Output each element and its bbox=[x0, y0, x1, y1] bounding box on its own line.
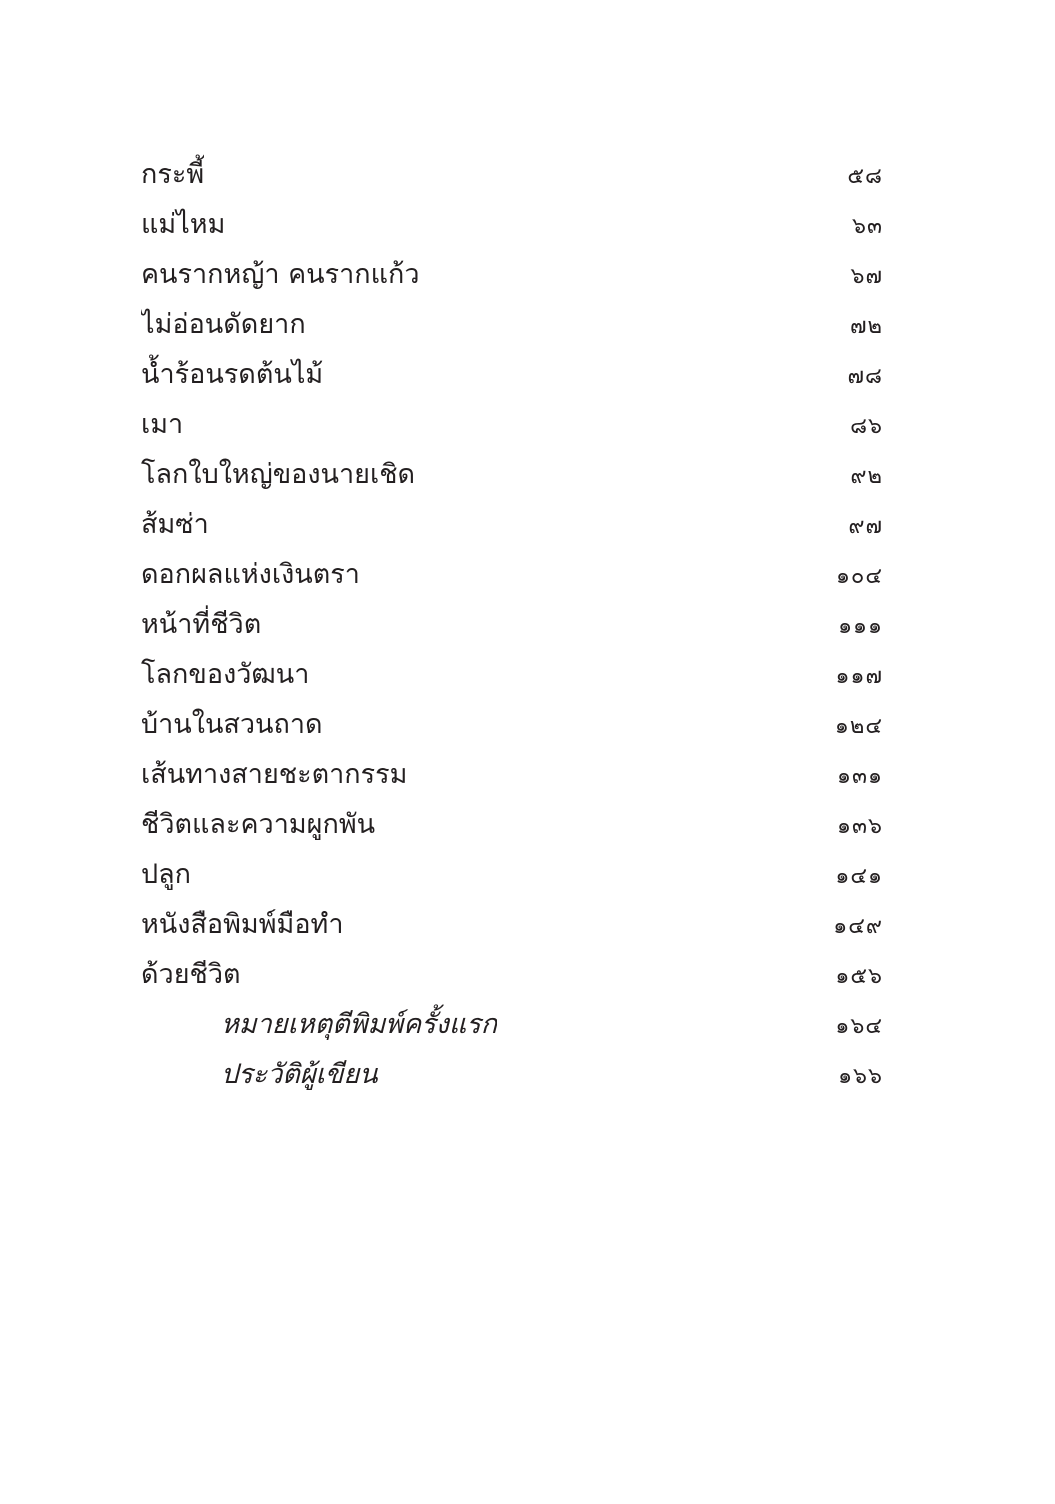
toc-entry bbox=[141, 950, 883, 1000]
toc-entry-page: ๑๑๗ bbox=[835, 664, 883, 689]
toc-entry-page: ๖๓ bbox=[851, 214, 883, 239]
toc-entry-title: หมายเหตุตีพิมพ์ครั้งแรก bbox=[221, 1009, 498, 1040]
toc-entry bbox=[141, 500, 883, 550]
toc-entry bbox=[141, 700, 883, 750]
toc-entry-page: ๗๒ bbox=[849, 314, 883, 339]
toc-entry-appendix bbox=[141, 1050, 883, 1100]
toc-entry-page: ๘๖ bbox=[850, 414, 883, 439]
toc-entry-page: ๑๖๔ bbox=[835, 1014, 883, 1039]
toc-entry-page: ๖๗ bbox=[850, 264, 883, 289]
toc-entry-title: หน้าที่ชีวิต bbox=[141, 609, 262, 640]
toc-entry-appendix bbox=[141, 1000, 883, 1050]
toc-entry-page: ๑๑๑ bbox=[838, 614, 883, 639]
toc-entry bbox=[141, 250, 883, 300]
toc-entry-page: ๙๒ bbox=[850, 464, 883, 489]
toc-entry-page: ๗๘ bbox=[847, 364, 883, 389]
toc-entry-title: ด้วยชีวิต bbox=[141, 959, 241, 990]
toc-entry bbox=[141, 800, 883, 850]
toc-entry bbox=[141, 850, 883, 900]
toc-entry-title: ปลูก bbox=[141, 859, 192, 890]
toc-entry bbox=[141, 150, 883, 200]
toc-entry-title: ดอกผลแห่งเงินตรา bbox=[141, 559, 360, 590]
toc-entry bbox=[141, 450, 883, 500]
toc-entry-title: โลกของวัฒนา bbox=[141, 659, 310, 690]
toc-entry bbox=[141, 900, 883, 950]
toc-entry-page: ๑๔๙ bbox=[833, 914, 883, 939]
toc-entry-page: ๙๗ bbox=[848, 514, 883, 539]
toc-entry-title: ชีวิตและความผูกพัน bbox=[141, 809, 376, 840]
toc-entry bbox=[141, 650, 883, 700]
toc-entry-title: หนังสือพิมพ์มือทำ bbox=[141, 909, 344, 940]
toc-entry bbox=[141, 750, 883, 800]
toc-entry bbox=[141, 600, 883, 650]
toc-entry bbox=[141, 400, 883, 450]
table-of-contents bbox=[141, 150, 883, 1100]
toc-entry-page: ๑๒๔ bbox=[834, 714, 883, 739]
toc-entry-title: คนรากหญ้า คนรากแก้ว bbox=[141, 259, 420, 290]
toc-entry-page: ๑๖๖ bbox=[838, 1064, 883, 1089]
toc-entry-page: ๑๔๑ bbox=[835, 864, 883, 889]
toc-entry-title: แม่ไหม bbox=[141, 209, 226, 240]
toc-entry bbox=[141, 550, 883, 600]
toc-entry bbox=[141, 350, 883, 400]
toc-entry-title: บ้านในสวนถาด bbox=[141, 709, 323, 740]
toc-entry-title: ประวัติผู้เขียน bbox=[221, 1059, 378, 1090]
toc-entry-page: ๑๓๖ bbox=[837, 814, 883, 839]
toc-entry-title: น้ำร้อนรดต้นไม้ bbox=[141, 359, 324, 390]
toc-entry bbox=[141, 300, 883, 350]
toc-entry-page: ๑๐๔ bbox=[835, 564, 883, 589]
toc-entry-title: เส้นทางสายชะตากรรม bbox=[141, 759, 408, 790]
toc-entry-page: ๑๓๑ bbox=[837, 764, 883, 789]
toc-entry-title: ไม่อ่อนดัดยาก bbox=[141, 309, 306, 340]
toc-entry-title: ส้มซ่า bbox=[141, 509, 209, 540]
toc-entry-title: กระพี้ bbox=[141, 159, 205, 190]
toc-entry-page: ๕๘ bbox=[847, 164, 883, 189]
toc-entry-title: เมา bbox=[141, 409, 184, 440]
toc-entry-page: ๑๕๖ bbox=[835, 964, 883, 989]
toc-entry bbox=[141, 200, 883, 250]
toc-entry-title: โลกใบใหญ่ของนายเชิด bbox=[141, 459, 416, 490]
